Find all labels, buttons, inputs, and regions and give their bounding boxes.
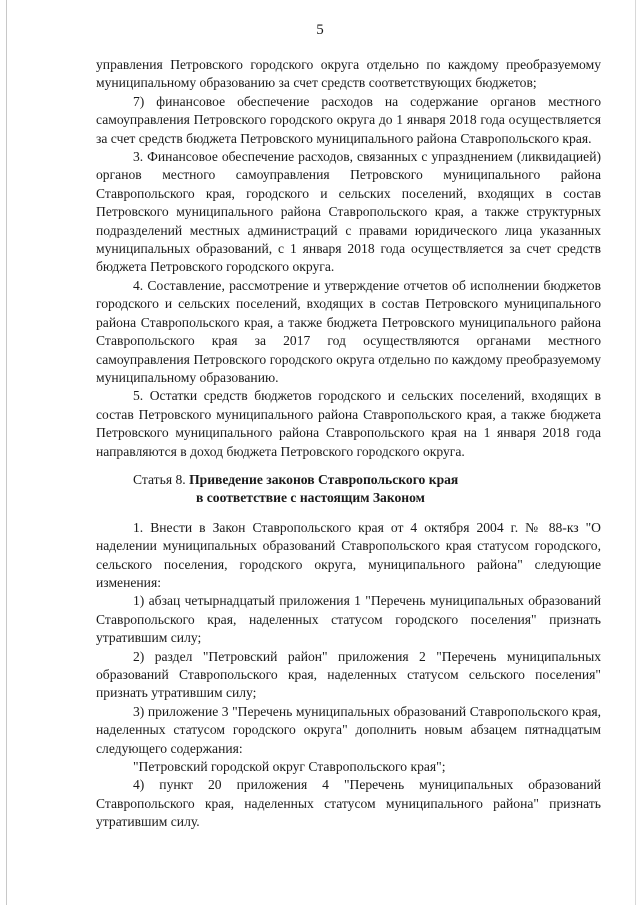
paragraph-before-3: 4. Составление, рассмотрение и утверждение отчетов об исполнении бюджетов городского и сельских поселений, входящих в состав Петровского муниципального района Ставропольского края, а также бюджета Петровского муниципального района Ставропольского края за 2017 год осуществляются органами местного самоуправления Петровского городского округа отдельно по каждому преобразуемому муниципальному образованию.: [96, 277, 601, 385]
paragraph-after-2: 2) раздел "Петровский район" приложения 2 "Перечень муниципальных образований Ставропольского края, наделенных статусом сельского поселения" признать утратившим силу;: [96, 648, 601, 701]
paragraph-before-2: 3. Финансовое обеспечение расходов, связанных с упразднением (ликвидацией) органов местного самоуправления Петровского муниципального района Ставропольского края, городского и сельских поселений, входящих в состав Петровского муниципального района Ставропольского края, а также структурных подразделений местных администраций с правами юридического лица указанных муниципальных образований, с 1 января 2018 года осуществляется за счет средств бюджета Петровского городского округа.: [96, 149, 601, 275]
document-body: [96, 56, 601, 832]
paragraph-before-4: 5. Остатки средств бюджетов городского и сельских поселений, входящих в состав Петровского муниципального района Ставропольского края, а также бюджета Петровского муниципального района Ставропольского края на 1 января 2018 года направляются в доход бюджета Петровского городского округа.: [96, 388, 601, 459]
scan-left-edge: [6, 0, 7, 905]
paragraph-after-4: "Петровский городской округ Ставропольского края";: [133, 759, 446, 775]
paragraph-before-0: управления Петровского городского округа отдельно по каждому преобразуемому муниципальному образованию за счет средств соответствующих бюджетов;: [96, 57, 601, 91]
article-heading: [96, 471, 601, 508]
article-title-line2: в соответствие с настоящим Законом: [196, 490, 425, 506]
paragraph-after-5: 4) пункт 20 приложения 4 "Перечень муниципальных образований Ставропольского края, наделенных статусом муниципального района" признать утратившим силу.: [96, 777, 601, 830]
article-label: Статья 8.: [133, 471, 186, 487]
paragraph-before-1: 7) финансовое обеспечение расходов на содержание органов местного самоуправления Петровского городского округа до 1 января 2018 года осуществляется за счет средств бюджета Петровского муниципального района Ставропольского края.: [96, 93, 601, 146]
scan-right-edge: [635, 0, 636, 905]
paragraph-after-1: 1) абзац четырнадцатый приложения 1 "Перечень муниципальных образований Ставропольского края, наделенных статусом городского поселения" признать утратившим силу;: [96, 593, 601, 646]
page-number: 5: [316, 22, 324, 38]
article-title-line1: Приведение законов Ставропольского края: [189, 471, 459, 487]
paragraph-after-0: 1. Внести в Закон Ставропольского края от 4 октября 2004 г. № 88-кз "О наделении муниципальных образований Ставропольского края статусом городского, сельского поселения, городского округа, муниципального района" следующие изменения:: [96, 519, 601, 590]
paragraph-after-3: 3) приложение 3 "Перечень муниципальных образований Ставропольского края, наделенных статусом городского округа" дополнить новым абзацем пятнадцатым следующего содержания:: [96, 703, 601, 756]
